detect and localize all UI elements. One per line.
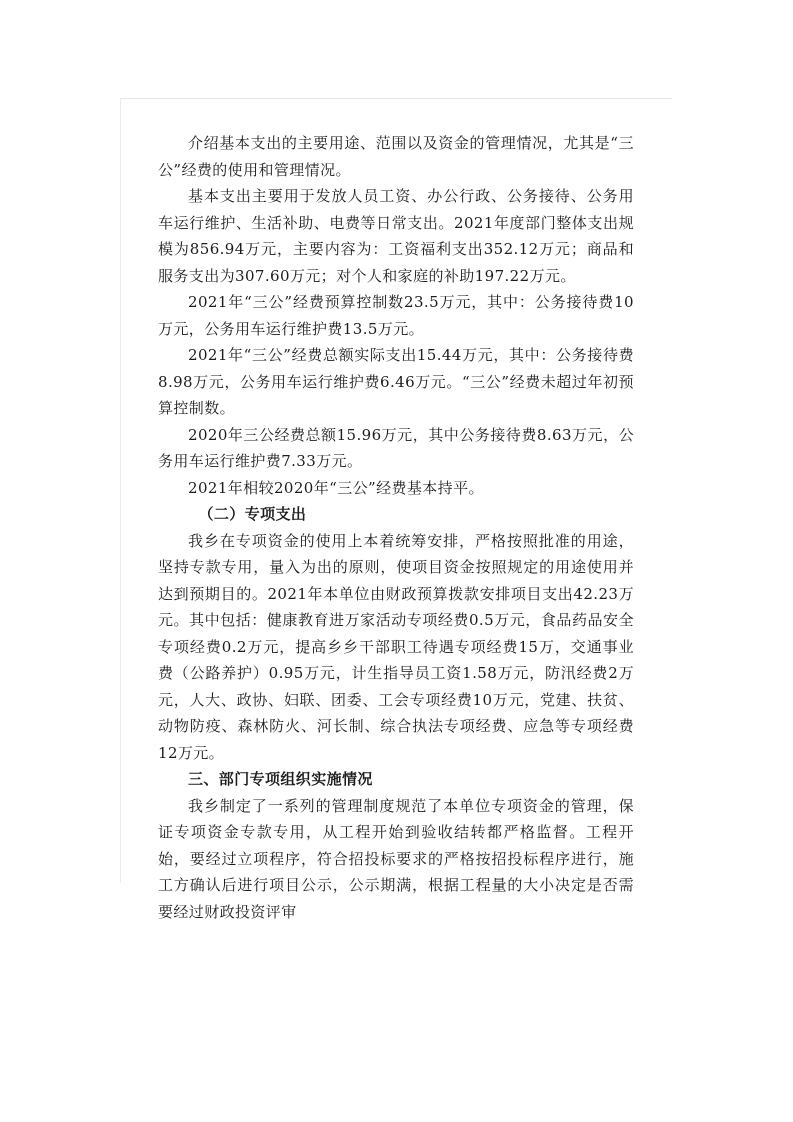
- paragraph-basic-expenditure-intro: 介绍基本支出的主要用途、范围以及资金的管理情况，尤其是“三公”经费的使用和管理情况。: [158, 134, 634, 179]
- section-heading-special-expenditure: （二）专项支出: [198, 505, 307, 523]
- paragraph-project-implementation: 我乡制定了一系列的管理制度规范了本单位专项资金的管理，保证专项资金专款专用，从工程开始到验收结转都严格监督。工程开始，要经过立项程序，符合招投标要求的严格按招投标程序进行，施工方确认后进行项目公示，公示期满，根据工程量的大小决定是否需要经过财政投资评审: [158, 796, 634, 921]
- paragraph-three-public-budget: 2021年“三公”经费预算控制数23.5万元，其中：公务接待费10万元，公务用车运行维护费13.5万元。: [158, 293, 634, 338]
- section-heading-project-implementation: 三、部门专项组织实施情况: [188, 770, 373, 788]
- paragraph-three-public-2020: 2020年三公经费总额15.96万元，其中公务接待费8.63万元，公务用车运行维护费7.33万元。: [158, 425, 634, 470]
- paragraph-special-expenditure-detail: 我乡在专项资金的使用上本着统筹安排，严格按照批准的用途，坚持专款专用，量入为出的原则，使项目资金按照规定的用途使用并达到预期目的。2021年本单位由财政预算拨款安排项目支出42.23万元。其中包括：健康教育进万家活动专项经费0.5万元，食品药品安全专项经费0.2万元，提高乡乡干部职工待遇专项经费15万，交通事业费（公路养护）0.95万元，计生指导员工资1.58万元，防汛经费2万元，人大、政协、妇联、团委、工会专项经费10万元，党建、扶贫、动物防疫、森林防火、河长制、综合执法专项经费、应急等专项经费12万元。: [158, 531, 634, 762]
- paragraph-three-public-comparison: 2021年相较2020年“三公”经费基本持平。: [188, 478, 484, 497]
- paragraph-three-public-actual-2021: 2021年“三公”经费总额实际支出15.44万元，其中：公务接待费8.98万元，公务用车运行维护费6.46万元。“三公”经费未超过年初预算控制数。: [158, 346, 634, 417]
- paragraph-basic-expenditure-detail: 基本支出主要用于发放人员工资、办公行政、公务接待、公务用车运行维护、生活补助、电费等日常支出。2021年度部门整体支出规模为856.94万元，主要内容为：工资福利支出352.12万元；商品和服务支出为307.60万元；对个人和家庭的补助197.22万元。: [158, 187, 634, 285]
- document-body: [158, 130, 634, 925]
- page-border-left: [120, 98, 121, 883]
- page-border-top: [120, 98, 672, 99]
